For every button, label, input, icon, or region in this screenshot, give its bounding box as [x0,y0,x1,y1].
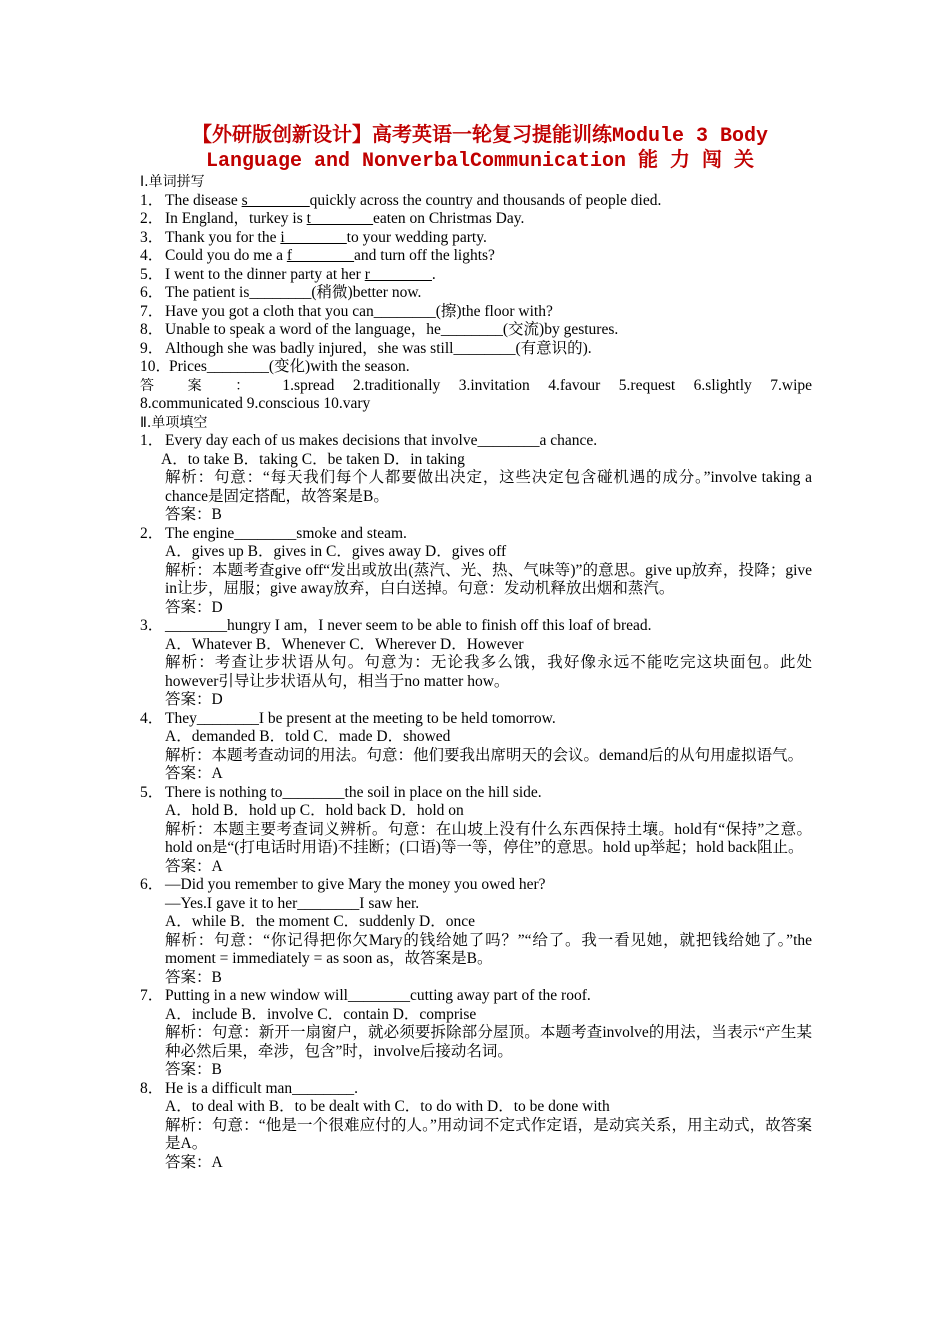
answer-item: 2.traditionally [352,376,441,394]
item-number: 6． [140,284,164,301]
question-number: 3． [140,617,164,634]
spelling-item [140,247,812,266]
question-stem [140,525,812,544]
item-text: Have you got a cloth that you can________(擦)the floor with? [165,302,553,320]
question-number: 8． [140,1079,164,1097]
question-answer: 答案：B [165,968,222,986]
question-text: He is a difficult man________. [165,1079,359,1097]
item-number: 4． [140,247,164,264]
title-line-1: 【外研版创新设计】高考英语一轮复习提能训练Module 3 Body [191,125,769,148]
question-stem [140,617,812,636]
item-text: Thank you for the [165,228,281,246]
question-text: They________I be present at the meeting to be held tomorrow. [165,709,556,727]
spelling-item [140,229,812,248]
question-answer: 答案：D [165,598,223,616]
question-answer: 答案：B [165,506,222,523]
question-analysis: 解析：句意：“你记得把你欠Mary的钱给她了吗？”“给了。我一看见她，就把钱给她了。”the moment = immediately = as soon as，故答案是B。 [165,931,812,967]
question-number: 7． [140,987,164,1004]
section-heading-choice: Ⅱ.单项填空 [140,414,208,431]
item-text: Could you do me a [165,247,287,264]
item-blank: s________ [241,191,310,209]
question-number: 4． [140,709,164,727]
question-analysis: 解析：句意：“他是一个很难应付的人。”用动词不定式作定语，是动宾关系，用主动式，故答案是A。 [165,1116,812,1152]
spelling-item [140,266,812,285]
question-answer: 答案：A [165,857,223,875]
question-analysis: 解析：考查让步状语从句。句意为：无论我多么饿，我好像永远不能吃完这块面包。此处however引导让步状语从句，相当于no matter how。 [165,654,812,690]
question-text: —Yes.I gave it to her________I saw her. [165,894,420,912]
spelling-item [140,192,812,211]
question-options: A．gives up B．gives in C．gives away D．gives off [165,543,507,560]
choice-question-list [140,432,812,1172]
question-stem [140,784,812,803]
answer-label: 答 案 ： [140,377,264,394]
spelling-item [140,303,812,322]
item-text: . [431,265,436,283]
question-analysis: 解析：本题考查动词的用法。句意：他们要我出席明天的会议。demand后的从句用虚拟语气。 [165,746,804,764]
question-options: A．while B．the moment C．suddenly D．once [165,913,475,930]
item-text: and turn off the lights? [354,247,495,264]
answer-item: 6.slightly [693,376,752,394]
question-number: 1． [140,432,164,449]
spelling-item [140,284,812,303]
question-text: —Did you remember to give Mary the money you owed her? [165,876,546,893]
item-text: Unable to speak a word of the language，he________(交流)by gestures. [165,321,619,338]
question-answer: 答案：B [165,1061,222,1078]
item-number: 9． [140,339,164,357]
item-text: The patient is________(稍微)better now. [165,284,422,301]
answer-item: 4.favour [548,376,601,394]
item-blank: f________ [286,247,355,264]
question-analysis: 解析：本题考查give off“发出或放出(蒸汽、光、热、气味等)”的意思。give up放弃，投降；give in让步，屈服；give away放弃，白白送掉。句意：发动机释放出烟和蒸汽。 [165,561,812,597]
question-stem [140,710,812,729]
question-options: A．to take B．taking C．be taken D．in taking [161,450,465,468]
question-analysis: 解析：句意：“每天我们每个人都要做出决定，这些决定包含碰机遇的成分。”involve taking a chance是固定搭配，故答案是B。 [165,469,812,505]
item-number: 5． [140,265,164,283]
item-number: 8． [140,321,164,338]
item-number: 3． [140,228,164,246]
question-text: Every day each of us makes decisions that involve________a chance. [165,432,598,449]
item-text: The disease [165,191,242,209]
question-analysis: 解析：句意：新开一扇窗户，就必须要拆除部分屋顶。本题考查involve的用法，当表示“产生某种必然后果，牵涉，包含”时，involve后接动名词。 [165,1024,812,1060]
document-title [120,124,840,174]
question-stem [140,895,812,914]
question-text: Putting in a new window will________cutting away part of the roof. [165,987,591,1004]
question-answer: 答案：A [165,1153,223,1171]
item-number: 2． [140,210,164,227]
question-text: There is nothing to________the soil in place on the hill side. [165,783,542,801]
spelling-answers-line-2: 8.communicated 9.conscious 10.vary [140,395,371,412]
answer-item: 5.request [618,376,676,394]
item-text: Although she was badly injured，she was still________(有意识的). [165,339,592,357]
question-options: A．include B．involve C．contain D．comprise [165,1005,477,1023]
spelling-item [140,358,812,377]
item-text: eaten on Christmas Day. [372,210,525,227]
question-answer: 答案：A [165,765,223,782]
item-text: quickly across the country and thousands of people died. [309,191,662,209]
question-number: 6． [140,876,164,893]
question-text: ________hungry I am，I never seem to be able to finish off this loaf of bread. [165,617,652,634]
spelling-answers [140,377,812,396]
answer-item: 1.spread [282,376,335,394]
spelling-item [140,210,812,229]
question-stem [140,432,812,451]
item-blank: i________ [280,228,347,246]
question-options: A．demanded B．told C．made D．showed [165,728,451,745]
question-number: 5． [140,783,164,801]
question-options: A．to deal with B．to be dealt with C．to do with D．to be done with [165,1098,610,1115]
question-number: 2． [140,524,164,542]
spelling-list [140,192,812,377]
item-text: In England，turkey is [165,210,307,227]
spelling-item [140,340,812,359]
question-analysis: 解析：本题主要考查词义辨析。句意：在山坡上没有什么东西保持土壤。hold有“保持”之意。hold on是“(打电话时用语)不挂断；(口语)等一等，停住”的意思。hold up举起；hold back阻止。 [165,820,812,856]
question-options: A．Whatever B．Whenever C．Wherever D．However [165,635,524,653]
question-stem [140,876,812,895]
question-stem [140,987,812,1006]
section-heading-spelling: Ⅰ.单词拼写 [140,174,205,190]
question-answer: 答案：D [165,691,223,708]
item-text: I went to the dinner party at her [165,265,365,283]
item-blank: t________ [306,210,373,227]
spelling-item [140,321,812,340]
item-blank: r________ [364,265,432,283]
question-stem [140,1080,812,1099]
item-number: 7． [140,302,164,320]
question-options: A．hold B．hold up C．hold back D．hold on [165,802,464,819]
question-text: The engine________smoke and steam. [165,524,407,542]
item-text: to your wedding party. [346,228,487,246]
answer-item: 3.invitation [458,376,530,394]
answer-item: 7.wipe [770,376,813,394]
document-body [140,173,812,1172]
title-line-2: Language and NonverbalCommunication 能 力 闯 关 [205,150,755,173]
item-text: Prices________(变化)with the season. [169,358,410,375]
item-number: 1． [140,191,164,209]
item-number: 10． [140,358,172,375]
